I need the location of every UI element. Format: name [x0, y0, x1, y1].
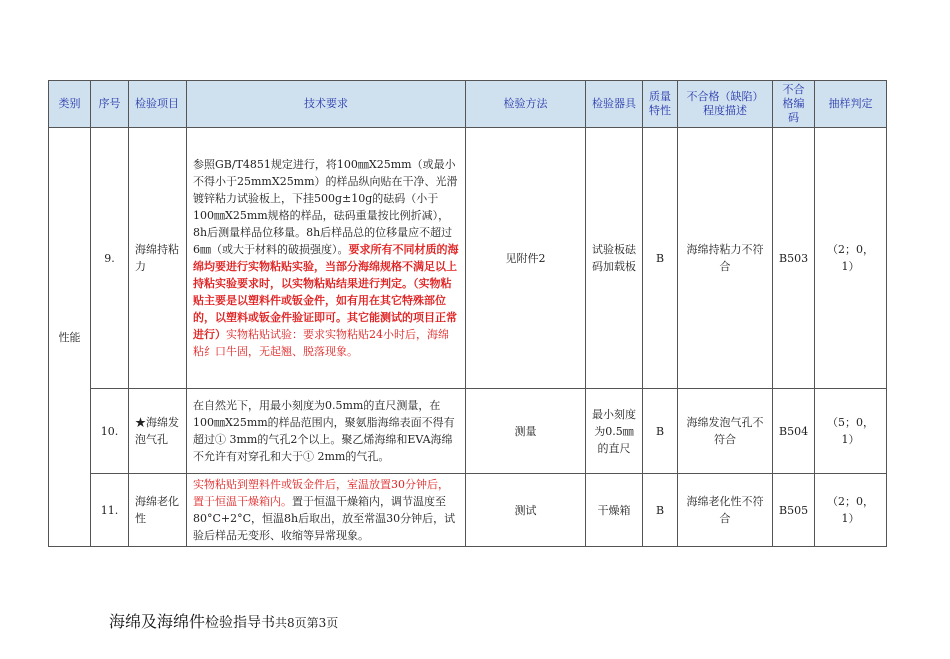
requirement-text: 置于恒温干燥箱内，调节温度至80°C+2°C，恒温8h后取出，放至常温30分钟后，试验后样品无变形、收缩等异常现象。 [193, 495, 456, 542]
inspection-table [48, 80, 887, 547]
row-number: 9. [91, 128, 129, 389]
header-method: 检验方法 [466, 81, 586, 128]
row-number: 11. [91, 474, 129, 547]
table-row [49, 128, 887, 389]
footer-title: 海绵及海绵件 [109, 612, 206, 631]
row-tool: 最小刻度为0.5㎜的直尺 [586, 389, 643, 474]
row-method: 测量 [466, 389, 586, 474]
row-sampling: （2；0，1） [815, 128, 887, 389]
requirement-text: 参照GB/T4851规定进行，将100㎜Ⅹ25mm（或最小不得小于25mmⅩ25mm）的样品纵向贴在干净、光滑镀锌粘力试验板上，下挂500g±10g的砝码（小于100㎜Ⅹ25mm规格的样品，砝码重量按比例折减），8h后测量样品位移量。8h后样品总的位移量应不超过6㎜（或大于材料的破损强度）。 [193, 158, 458, 256]
row-tool: 试验板砝码加载板 [586, 128, 643, 389]
row-tool: 干燥箱 [586, 474, 643, 547]
row-quality: B [643, 474, 678, 547]
header-code: 不合格编码 [773, 81, 815, 128]
page-footer [109, 609, 338, 632]
footer-pages: 共8页第3页 [275, 616, 339, 630]
row-code: B503 [773, 128, 815, 389]
row-sampling: （5；0，1） [815, 389, 887, 474]
table-header-row [49, 81, 887, 128]
row-defect: 海绵发泡气孔不符合 [678, 389, 773, 474]
row-requirement: 在自然光下，用最小刻度为0.5mm的直尺测量，在100㎜Ⅹ25mm的样品范围内，聚氨脂海绵表面不得有超过① 3mm的气孔2个以上。聚乙烯海绵和EVA海绵不允许有对穿孔和大于① 2mm的气孔。 [187, 389, 466, 474]
header-category: 类别 [49, 81, 91, 128]
requirement-note: 实物粘贴到塑料件或钣金件后，室温放置30分钟后，置于恒温干燥箱内。 [193, 478, 449, 508]
header-item: 检验项目 [129, 81, 187, 128]
row-number: 10. [91, 389, 129, 474]
requirement-note: 实物粘贴试验：要求实物粘贴24小时后，海绵粘纟口牛固，无起翘、脱落现象。 [193, 328, 449, 358]
row-requirement [187, 128, 466, 389]
requirement-emphasis: 要求所有不同材质的海绵均要进行实物粘贴实验，当部分海绵规格不满足以上持粘实验要求时，以实物粘贴结果进行判定。（实物粘贴主要是以塑料件或钣金件，如有用在其它特殊部位的，以塑料或钣金件验证即可。其它能测试的项目正常进行） [193, 243, 459, 341]
header-tool: 检验器具 [586, 81, 643, 128]
row-defect: 海绵持粘力不符合 [678, 128, 773, 389]
row-item: 海绵老化性 [129, 474, 187, 547]
header-requirement: 技术要求 [187, 81, 466, 128]
row-code: B504 [773, 389, 815, 474]
row-code: B505 [773, 474, 815, 547]
row-requirement [187, 474, 466, 547]
table-row [49, 389, 887, 474]
row-method: 测试 [466, 474, 586, 547]
row-quality: B [643, 389, 678, 474]
row-method: 见附件2 [466, 128, 586, 389]
row-sampling: （2；0，1） [815, 474, 887, 547]
row-item: ★海绵发泡气孔 [129, 389, 187, 474]
category-cell: 性能 [49, 128, 91, 547]
header-sampling: 抽样判定 [815, 81, 887, 128]
row-item: 海绵持粘力 [129, 128, 187, 389]
footer-subtitle: 检验指导书 [205, 615, 276, 631]
row-quality: B [643, 128, 678, 389]
header-number: 序号 [91, 81, 129, 128]
row-defect: 海绵老化性不符合 [678, 474, 773, 547]
header-quality: 质量特性 [643, 81, 678, 128]
table-row [49, 474, 887, 547]
header-defect: 不合格（缺陷）程度描述 [678, 81, 773, 128]
